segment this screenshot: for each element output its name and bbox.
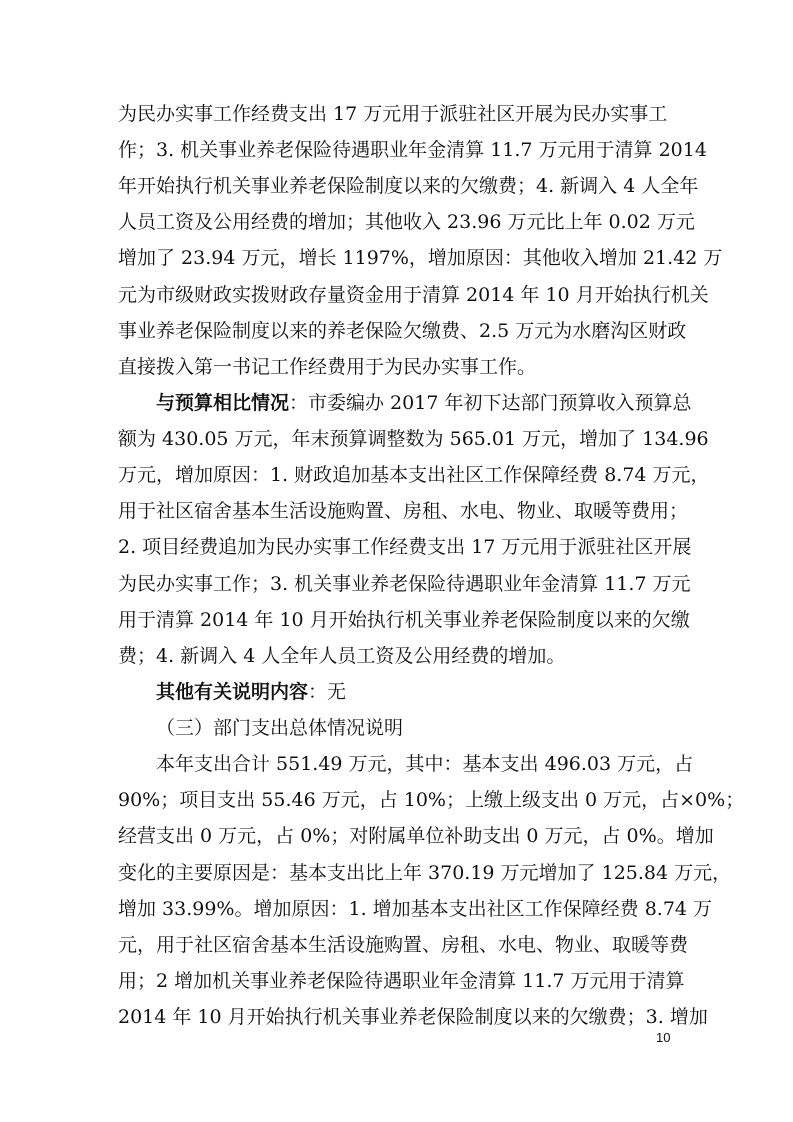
paragraph-line: 事业养老保险制度以来的养老保险欠缴费、2.5 万元为水磨沟区财政 xyxy=(118,320,687,342)
paragraph-line: 用；2 增加机关事业养老保险待遇职业年金清算 11.7 万元用于清算 xyxy=(118,970,685,992)
paragraph-line: 元为市级财政实拨财政存量资金用于清算 2014 年 10 月开始执行机关 xyxy=(118,284,709,306)
paragraph-line: 2014 年 10 月开始执行机关事业养老保险制度以来的欠缴费；3. 增加 xyxy=(118,1006,708,1028)
other-notes-heading: 其他有关说明内容 xyxy=(156,681,309,703)
section-title: （三）部门支出总体情况说明 xyxy=(156,717,404,739)
paragraph-line: 为民办实事工作经费支出 17 万元用于派驻社区开展为民办实事工 xyxy=(118,103,668,125)
paragraph-line: 作；3. 机关事业养老保险待遇职业年金清算 11.7 万元用于清算 2014 xyxy=(118,139,707,161)
paragraph-line: 人员工资及公用经费的增加；其他收入 23.96 万元比上年 0.02 万元 xyxy=(118,211,695,233)
paragraph-line: 费；4. 新调入 4 人全年人员工资及公用经费的增加。 xyxy=(118,645,566,667)
paragraph-line: 增加 33.99%。增加原因：1. 增加基本支出社区工作保障经费 8.74 万 xyxy=(118,898,713,920)
paragraph-line: 用于清算 2014 年 10 月开始执行机关事业养老保险制度以来的欠缴 xyxy=(118,609,690,631)
other-notes-line xyxy=(156,680,678,704)
budget-comparison-heading: 与预算相比情况 xyxy=(156,392,290,414)
paragraph-line: 直接拨入第一书记工作经费用于为民办实事工作。 xyxy=(118,356,537,378)
paragraph-line: 用于社区宿舍基本生活设施购置、房租、水电、物业、取暖等费用； xyxy=(118,500,689,522)
paragraph-line: 为民办实事工作；3. 机关事业养老保险待遇职业年金清算 11.7 万元 xyxy=(118,573,691,595)
paragraph-line: 变化的主要原因是：基本支出比上年 370.19 万元增加了 125.84 万元， xyxy=(118,862,732,884)
paragraph-line: 额为 430.05 万元，年末预算调整数为 565.01 万元，增加了 134.96 xyxy=(118,428,709,450)
paragraph-line: 90%；项目支出 55.46 万元，占 10%；上缴上级支出 0 万元，占×0%； xyxy=(118,789,745,811)
budget-comparison-first-line xyxy=(156,391,692,415)
paragraph-line: 增加了 23.94 万元，增长 1197%，增加原因：其他收入增加 21.42 万 xyxy=(118,247,723,269)
paragraph-line: 年开始执行机关事业养老保险制度以来的欠缴费；4. 新调入 4 人全年 xyxy=(118,175,699,197)
page-number: 10 xyxy=(656,1030,671,1045)
paragraph-line: 2. 项目经费追加为民办实事工作经费支出 17 万元用于派驻社区开展 xyxy=(118,536,692,558)
other-notes-value: ：无 xyxy=(308,681,347,703)
paragraph-line: 经营支出 0 万元，占 0%；对附属单位补助支出 0 万元，占 0%。增加 xyxy=(118,825,714,847)
paragraph-line: 元，用于社区宿舍基本生活设施购置、房租、水电、物业、取暖等费 xyxy=(118,934,689,956)
paragraph-first-line: 本年支出合计 551.49 万元，其中：基本支出 496.03 万元，占 xyxy=(156,753,694,775)
budget-comparison-text: ：市委编办 2017 年初下达部门预算收入预算总 xyxy=(289,392,692,414)
paragraph-line: 万元，增加原因：1. 财政追加基本支出社区工作保障经费 8.74 万元， xyxy=(118,464,710,486)
